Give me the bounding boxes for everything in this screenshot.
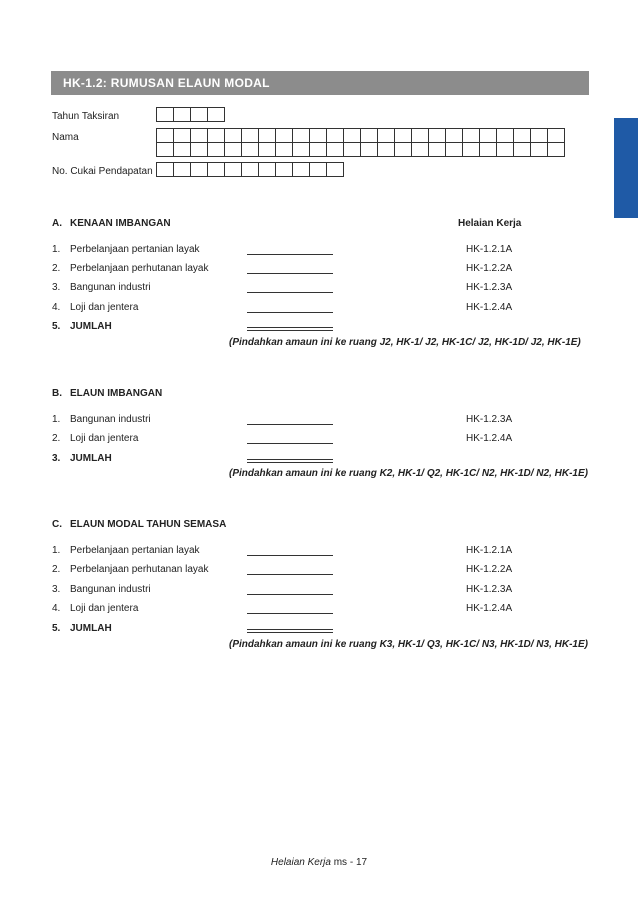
input-box[interactable] xyxy=(462,142,480,157)
total-field[interactable] xyxy=(247,629,333,633)
input-box[interactable] xyxy=(275,142,293,157)
input-box[interactable] xyxy=(292,128,310,143)
input-box[interactable] xyxy=(547,142,565,157)
item-ref: HK-1.2.1A xyxy=(466,545,513,556)
nama-label: Nama xyxy=(52,132,79,143)
tahun-taksiran-row[interactable] xyxy=(157,107,225,122)
amount-field[interactable] xyxy=(247,613,333,614)
section-c-title: ELAUN MODAL TAHUN SEMASA xyxy=(70,519,227,530)
footer-label: Helaian Kerja xyxy=(270,857,331,868)
section-b-letter: B. xyxy=(52,388,62,399)
transfer-note: (Pindahkan amaun ini ke ruang J2, HK-1/ J2, HK-1C/ J2, HK-1D/ J2, HK-1E) xyxy=(229,337,581,348)
side-tab-marker xyxy=(614,118,638,218)
input-box[interactable] xyxy=(547,128,565,143)
amount-field[interactable] xyxy=(247,254,333,255)
input-box[interactable] xyxy=(275,128,293,143)
item-ref: HK-1.2.4A xyxy=(466,603,513,614)
item-num: 1. xyxy=(52,545,61,556)
item-label: Perbelanjaan pertanian layak xyxy=(70,545,200,556)
nama-boxes[interactable] xyxy=(157,128,565,157)
amount-field[interactable] xyxy=(247,273,333,274)
input-box[interactable] xyxy=(292,162,310,177)
item-ref: HK-1.2.1A xyxy=(466,244,513,255)
item-num: 5. xyxy=(52,623,61,634)
input-box[interactable] xyxy=(156,128,174,143)
item-ref: HK-1.2.2A xyxy=(466,564,513,575)
input-box[interactable] xyxy=(360,142,378,157)
no-cukai-boxes[interactable] xyxy=(157,162,344,177)
tahun-taksiran-boxes[interactable] xyxy=(157,107,225,122)
item-ref: HK-1.2.3A xyxy=(466,414,513,425)
nama-row-2[interactable] xyxy=(157,142,565,157)
item-num: 3. xyxy=(52,584,61,595)
item-num: 4. xyxy=(52,603,61,614)
total-label: JUMLAH xyxy=(70,453,112,464)
item-ref: HK-1.2.3A xyxy=(466,584,513,595)
input-box[interactable] xyxy=(224,142,242,157)
input-box[interactable] xyxy=(377,142,395,157)
amount-field[interactable] xyxy=(247,594,333,595)
item-num: 1. xyxy=(52,244,61,255)
input-box[interactable] xyxy=(326,128,344,143)
input-box[interactable] xyxy=(173,162,191,177)
input-box[interactable] xyxy=(411,128,429,143)
input-box[interactable] xyxy=(496,142,514,157)
input-box[interactable] xyxy=(190,162,208,177)
input-box[interactable] xyxy=(360,128,378,143)
input-box[interactable] xyxy=(309,142,327,157)
item-ref: HK-1.2.4A xyxy=(466,302,513,313)
input-box[interactable] xyxy=(173,107,191,122)
input-box[interactable] xyxy=(309,128,327,143)
section-c-letter: C. xyxy=(52,519,62,530)
tahun-taksiran-label: Tahun Taksiran xyxy=(52,111,120,122)
item-num: 4. xyxy=(52,302,61,313)
input-box[interactable] xyxy=(530,142,548,157)
input-box[interactable] xyxy=(241,162,259,177)
item-num: 2. xyxy=(52,564,61,575)
input-box[interactable] xyxy=(462,128,480,143)
input-box[interactable] xyxy=(445,128,463,143)
item-num: 3. xyxy=(52,453,61,464)
page-footer xyxy=(0,857,638,868)
input-box[interactable] xyxy=(496,128,514,143)
input-box[interactable] xyxy=(394,142,412,157)
nama-row-1[interactable] xyxy=(157,128,565,143)
input-box[interactable] xyxy=(292,142,310,157)
page-title: HK-1.2: RUMUSAN ELAUN MODAL xyxy=(51,71,589,95)
item-num: 2. xyxy=(52,433,61,444)
input-box[interactable] xyxy=(428,128,446,143)
input-box[interactable] xyxy=(241,128,259,143)
item-label: Perbelanjaan perhutanan layak xyxy=(70,564,209,575)
amount-field[interactable] xyxy=(247,574,333,575)
input-box[interactable] xyxy=(513,128,531,143)
input-box[interactable] xyxy=(258,162,276,177)
transfer-note: (Pindahkan amaun ini ke ruang K3, HK-1/ Q3, HK-1C/ N3, HK-1D/ N3, HK-1E) xyxy=(229,639,588,650)
item-label: Perbelanjaan pertanian layak xyxy=(70,244,200,255)
total-field[interactable] xyxy=(247,327,333,331)
input-box[interactable] xyxy=(309,162,327,177)
input-box[interactable] xyxy=(156,162,174,177)
item-num: 5. xyxy=(52,321,61,332)
input-box[interactable] xyxy=(190,107,208,122)
input-box[interactable] xyxy=(156,107,174,122)
item-label: Loji dan jentera xyxy=(70,433,139,444)
input-box[interactable] xyxy=(241,142,259,157)
input-box[interactable] xyxy=(224,128,242,143)
input-box[interactable] xyxy=(207,107,225,122)
item-label: Loji dan jentera xyxy=(70,302,139,313)
input-box[interactable] xyxy=(190,128,208,143)
item-label: Perbelanjaan perhutanan layak xyxy=(70,263,209,274)
item-num: 1. xyxy=(52,414,61,425)
input-box[interactable] xyxy=(190,142,208,157)
amount-field[interactable] xyxy=(247,443,333,444)
amount-field[interactable] xyxy=(247,555,333,556)
item-label: Bangunan industri xyxy=(70,282,151,293)
input-box[interactable] xyxy=(173,128,191,143)
input-box[interactable] xyxy=(224,162,242,177)
input-box[interactable] xyxy=(343,142,361,157)
section-b-title: ELAUN IMBANGAN xyxy=(70,388,163,399)
input-box[interactable] xyxy=(326,162,344,177)
input-box[interactable] xyxy=(275,162,293,177)
input-box[interactable] xyxy=(207,128,225,143)
input-box[interactable] xyxy=(326,142,344,157)
input-box[interactable] xyxy=(207,162,225,177)
input-box[interactable] xyxy=(258,142,276,157)
amount-field[interactable] xyxy=(247,424,333,425)
amount-field[interactable] xyxy=(247,312,333,313)
no-cukai-label: No. Cukai Pendapatan xyxy=(52,166,153,177)
item-num: 2. xyxy=(52,263,61,274)
input-box[interactable] xyxy=(530,128,548,143)
input-box[interactable] xyxy=(445,142,463,157)
no-cukai-row[interactable] xyxy=(157,162,344,177)
total-field[interactable] xyxy=(247,459,333,463)
section-a-letter: A. xyxy=(52,218,62,229)
input-box[interactable] xyxy=(479,128,497,143)
total-label: JUMLAH xyxy=(70,623,112,634)
input-box[interactable] xyxy=(411,142,429,157)
item-num: 3. xyxy=(52,282,61,293)
item-label: Bangunan industri xyxy=(70,414,151,425)
amount-field[interactable] xyxy=(247,292,333,293)
section-a-title: KENAAN IMBANGAN xyxy=(70,218,171,229)
input-box[interactable] xyxy=(377,128,395,143)
input-box[interactable] xyxy=(513,142,531,157)
item-ref: HK-1.2.3A xyxy=(466,282,513,293)
item-ref: HK-1.2.2A xyxy=(466,263,513,274)
ref-header: Helaian Kerja xyxy=(458,218,522,229)
input-box[interactable] xyxy=(428,142,446,157)
input-box[interactable] xyxy=(173,142,191,157)
item-label: Bangunan industri xyxy=(70,584,151,595)
item-label: Loji dan jentera xyxy=(70,603,139,614)
item-ref: HK-1.2.4A xyxy=(466,433,513,444)
page-number: ms - 17 xyxy=(330,857,368,868)
input-box[interactable] xyxy=(479,142,497,157)
input-box[interactable] xyxy=(207,142,225,157)
transfer-note: (Pindahkan amaun ini ke ruang K2, HK-1/ Q2, HK-1C/ N2, HK-1D/ N2, HK-1E) xyxy=(229,468,588,479)
input-box[interactable] xyxy=(258,128,276,143)
total-label: JUMLAH xyxy=(70,321,112,332)
input-box[interactable] xyxy=(343,128,361,143)
input-box[interactable] xyxy=(394,128,412,143)
input-box[interactable] xyxy=(156,142,174,157)
